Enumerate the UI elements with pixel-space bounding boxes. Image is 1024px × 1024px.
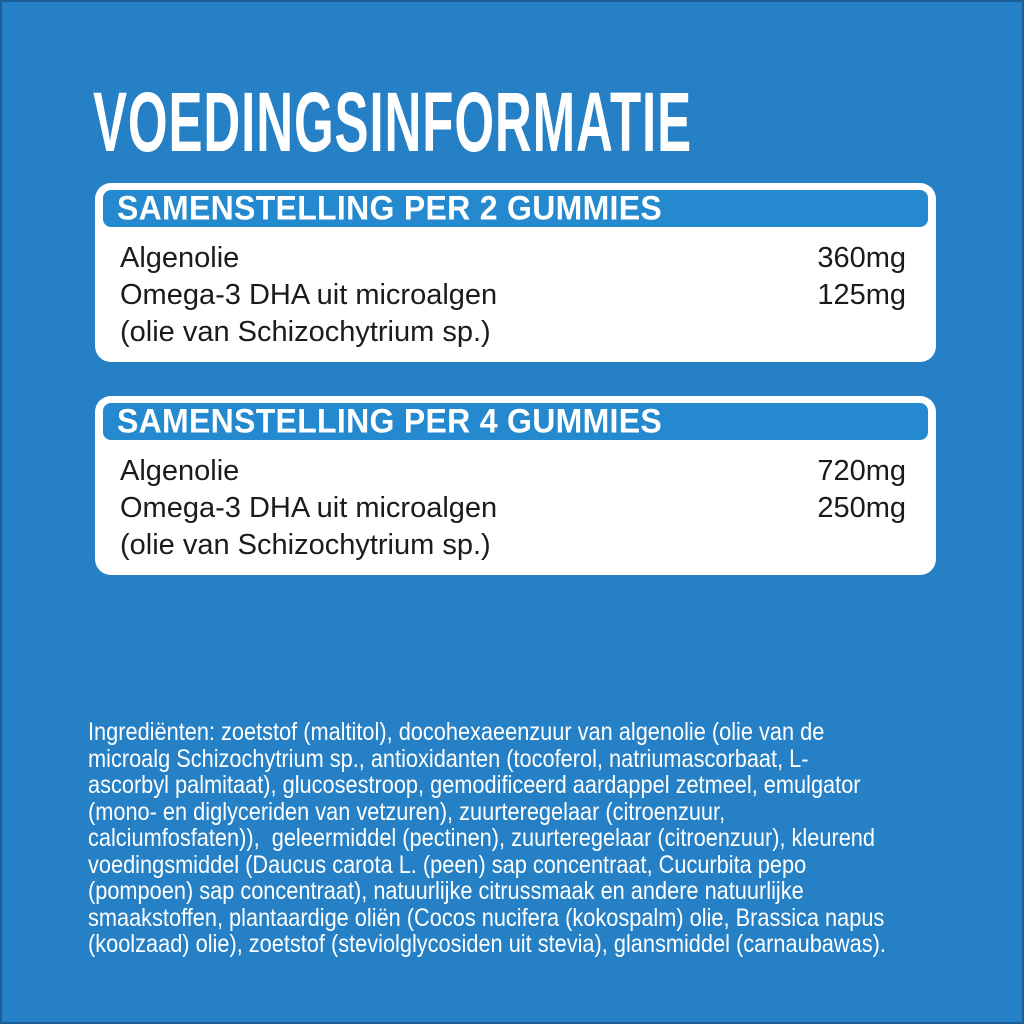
ingredients-line: (pompoen) sap concentraat), natuurlijke citrussmaak en andere natuurlijke [88,877,804,905]
ingredients-line: (mono- en diglyceriden van vetzuren), zuurteregelaar (citroenzuur, [88,797,726,826]
nutrient-row [120,490,906,527]
composition-card-per-2-gummies [95,183,936,362]
ingredients-line: smaakstoffen, plantaardige oliën (Cocos nucifera (kokospalm) olie, Brassica napus [88,903,885,932]
card-body [95,440,936,564]
nutrient-amount: 250mg [817,492,906,524]
ingredients-line: voedingsmiddel (Daucus carota L. (peen) sap concentraat, Cucurbita pepo [88,850,807,879]
ingredients-line: microalg Schizochytrium sp., antioxidanten (tocoferol, natriumascorbaat, L- [88,744,809,773]
nutrient-amount: 720mg [817,455,906,487]
nutrient-name: Omega-3 DHA uit microalgen [120,492,498,524]
nutrient-name: Algenolie [120,455,240,487]
nutrient-name: (olie van Schizochytrium sp.) [120,529,491,561]
ingredients-line: ascorbyl palmitaat), glucosestroop, gemodificeerd aardappel zetmeel, emulgator [88,771,861,799]
card-header-bar [103,403,928,440]
nutrient-name: (olie van Schizochytrium sp.) [120,316,491,348]
nutrient-amount: 125mg [817,279,906,311]
card-header-title: SAMENSTELLING PER 4 GUMMIES [117,401,663,441]
card-header-bar [103,190,928,227]
nutrient-row [120,314,906,351]
composition-card-per-4-gummies [95,396,936,575]
ingredients-line: Ingrediënten: zoetstof (maltitol), docohexaeenzuur van algenolie (olie van de [88,718,825,746]
nutrient-row [120,527,906,564]
nutrient-name: Algenolie [120,242,240,274]
nutrient-row [120,240,906,277]
nutrient-row [120,453,906,490]
card-body [95,227,936,351]
nutrient-amount: 360mg [817,242,906,274]
nutrient-name: Omega-3 DHA uit microalgen [120,279,498,311]
ingredients-line: (koolzaad) olie), zoetstof (steviolglycosiden uit stevia), glansmiddel (carnaubawas). [88,930,886,958]
ingredients-paragraph [88,719,978,958]
ingredients-line: calciumfosfaten)), geleermiddel (pectinen), zuurteregelaar (citroenzuur), kleurend [88,824,875,852]
card-header-title: SAMENSTELLING PER 2 GUMMIES [117,188,663,228]
page-title: VOEDINGSINFORMATIE [93,75,693,170]
nutrient-row [120,277,906,314]
